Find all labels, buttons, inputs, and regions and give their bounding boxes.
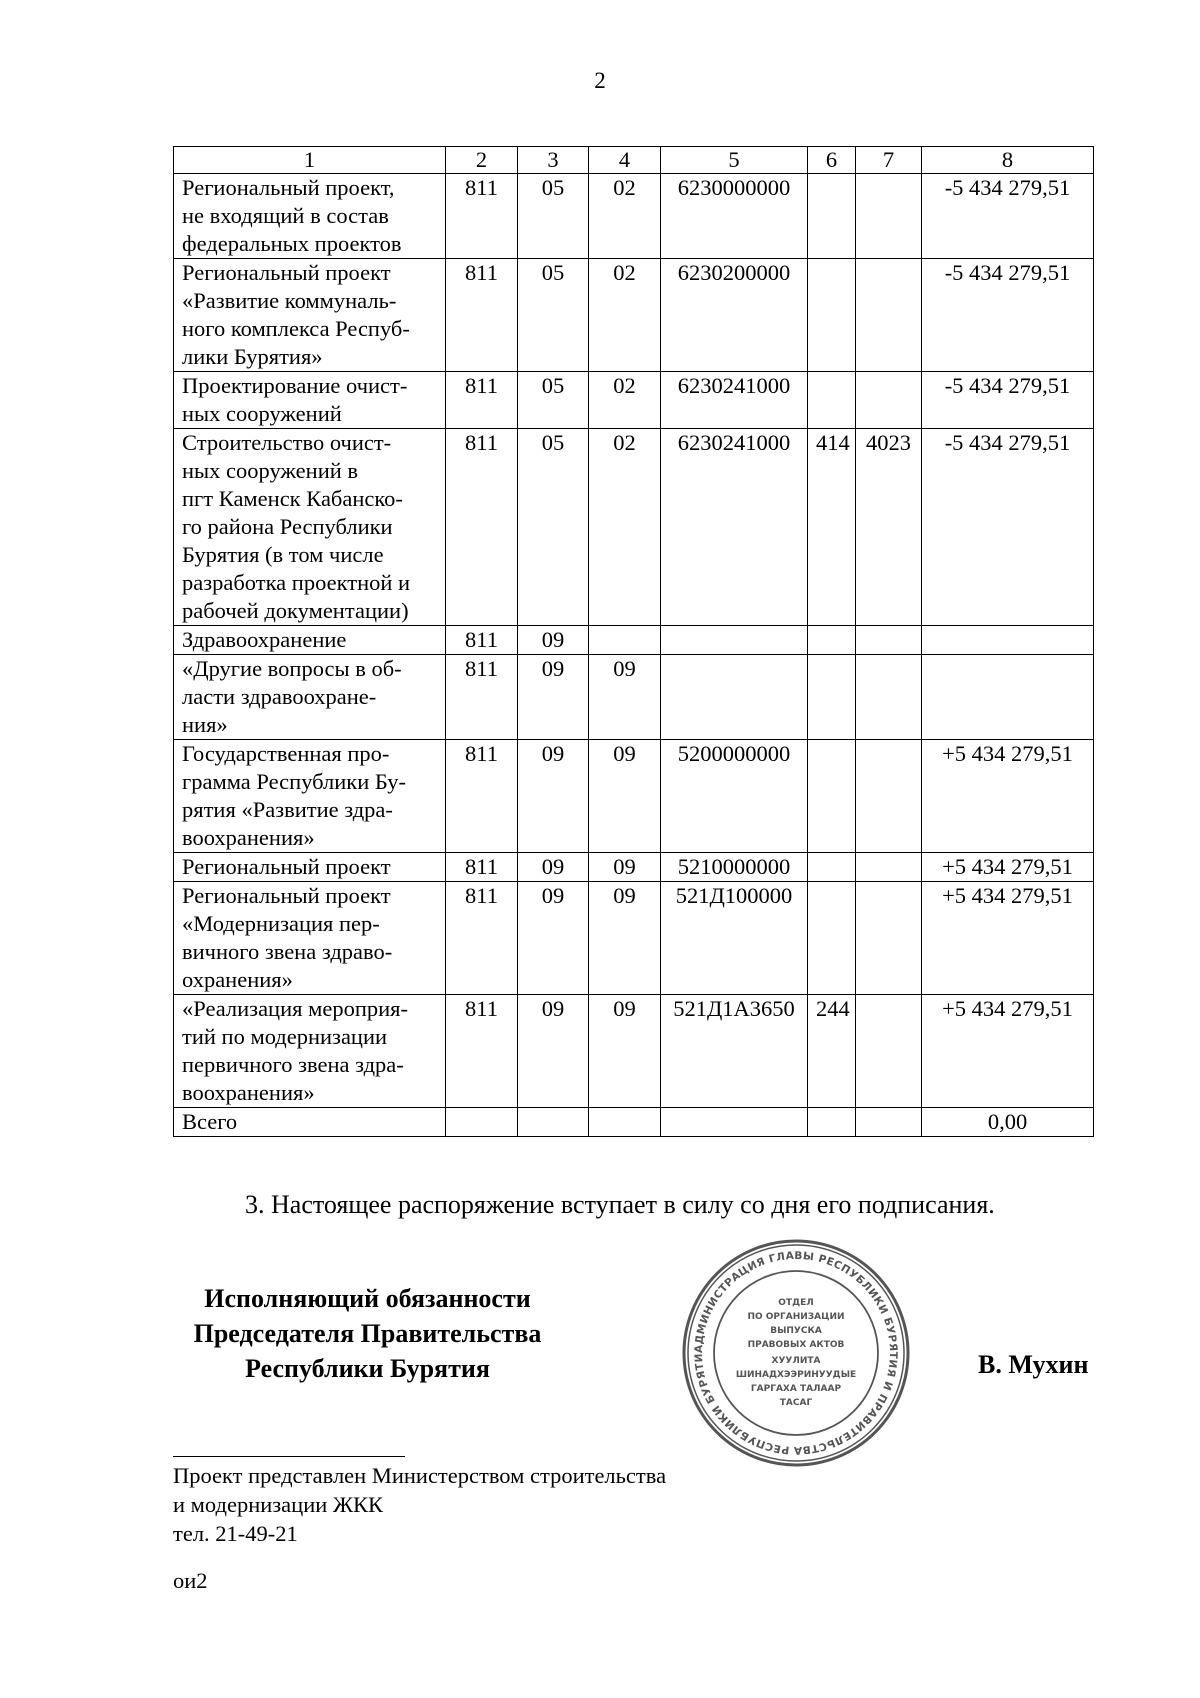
cell-c7 <box>856 882 922 995</box>
row-name-line: Строительство очист- <box>182 430 392 455</box>
column-number: 5 <box>661 147 808 174</box>
footnote <box>173 1461 666 1548</box>
row-name <box>174 174 446 259</box>
row-name-line: воохранения» <box>182 825 315 850</box>
row-name-line: Бурятия (в том числе <box>182 542 384 567</box>
table-header-row <box>174 147 1094 174</box>
seal-line: ХУУЛИТА <box>771 1356 821 1366</box>
cell-c5: 521Д100000 <box>661 882 808 995</box>
row-name-line: вичного звена здраво- <box>182 939 393 964</box>
row-name <box>174 429 446 626</box>
cell-c6 <box>808 655 856 740</box>
cell-c5: 6230000000 <box>661 174 808 259</box>
cell-c3: 09 <box>518 655 589 740</box>
row-name-line: Региональный проект <box>182 260 391 285</box>
column-number: 1 <box>174 147 446 174</box>
row-name-line: не входящий в состав <box>182 203 389 228</box>
signatory-title-line: Республики Бурятия <box>245 1354 490 1383</box>
column-number: 6 <box>808 147 856 174</box>
row-name-line: охранения» <box>182 967 293 992</box>
cell-c2: 811 <box>446 259 518 372</box>
cell-c3: 05 <box>518 174 589 259</box>
footnote-line: и модернизации ЖКК <box>173 1492 384 1517</box>
cell-c5: 5200000000 <box>661 740 808 853</box>
table-row <box>174 655 1094 740</box>
signatory-title <box>175 1281 560 1386</box>
row-name <box>174 740 446 853</box>
clause-text: 3. Настоящее распоряжение вступает в силу со дня его подписания. <box>245 1190 995 1219</box>
cell-c2: 811 <box>446 174 518 259</box>
cell-c3 <box>518 1108 589 1137</box>
cell-c8: +5 434 279,51 <box>922 740 1094 853</box>
cell-c6 <box>808 626 856 655</box>
cell-c4: 02 <box>589 259 661 372</box>
row-name-line: Здравоохранение <box>182 627 347 652</box>
row-name-line: рабочей документации) <box>182 598 409 623</box>
row-name-line: Проектирование очист- <box>182 373 408 398</box>
row-name-line: «Развитие коммуналь- <box>182 288 397 313</box>
table-row <box>174 853 1094 882</box>
row-name <box>174 995 446 1108</box>
cell-c8: -5 434 279,51 <box>922 259 1094 372</box>
row-name-line: Региональный проект <box>182 883 391 908</box>
cell-c5: 521Д1А3650 <box>661 995 808 1108</box>
column-number: 3 <box>518 147 589 174</box>
cell-c3: 05 <box>518 259 589 372</box>
row-name-line: го района Республики <box>182 514 393 539</box>
cell-c3: 09 <box>518 740 589 853</box>
row-name <box>174 655 446 740</box>
signatory-title-line: Председателя Правительства <box>193 1319 542 1348</box>
row-name-line: Государственная про- <box>182 741 390 766</box>
signatory-title-line: Исполняющий обязанности <box>204 1284 531 1313</box>
cell-c2: 811 <box>446 429 518 626</box>
row-name-line: грамма Республики Бу- <box>182 769 407 794</box>
cell-c8: +5 434 279,51 <box>922 882 1094 995</box>
cell-c4: 09 <box>589 853 661 882</box>
seal-line: ПО ОРГАНИЗАЦИИ <box>747 1312 845 1322</box>
cell-c2: 811 <box>446 372 518 429</box>
row-name-line: «Модернизация пер- <box>182 911 380 936</box>
cell-c5: 6230241000 <box>661 372 808 429</box>
footnote-divider <box>173 1456 405 1457</box>
page-number: 2 <box>594 68 606 93</box>
table-row <box>174 882 1094 995</box>
cell-c7 <box>856 626 922 655</box>
row-name-line: федеральных проектов <box>182 231 402 256</box>
cell-c7 <box>856 1108 922 1137</box>
seal-line: ШИНАДХЭЭРИНУУДЫЕ <box>735 1370 857 1380</box>
cell-c7 <box>856 995 922 1108</box>
cell-c4: 02 <box>589 429 661 626</box>
cell-c6 <box>808 259 856 372</box>
row-name <box>174 626 446 655</box>
cell-c8: +5 434 279,51 <box>922 853 1094 882</box>
cell-c4 <box>589 1108 661 1137</box>
cell-c7 <box>856 853 922 882</box>
row-name-line: Региональный проект, <box>182 175 395 200</box>
table-row <box>174 740 1094 853</box>
cell-c6 <box>808 1108 856 1137</box>
cell-c4: 09 <box>589 995 661 1108</box>
row-name-line: лики Бурятия» <box>182 344 323 369</box>
row-name-line: разработка проектной и <box>182 570 411 595</box>
cell-c8: +5 434 279,51 <box>922 995 1094 1108</box>
cell-c2: 811 <box>446 853 518 882</box>
column-number: 7 <box>856 147 922 174</box>
cell-c4: 09 <box>589 882 661 995</box>
cell-c6 <box>808 853 856 882</box>
row-name-line: ного комплекса Респуб- <box>182 316 410 341</box>
row-name <box>174 882 446 995</box>
row-name-line: воохранения» <box>182 1080 315 1105</box>
cell-c5 <box>661 626 808 655</box>
row-name-line: «Реализация мероприя- <box>182 996 409 1021</box>
cell-c5: 6230241000 <box>661 429 808 626</box>
cell-c4: 09 <box>589 740 661 853</box>
cell-c2 <box>446 1108 518 1137</box>
row-name-line: «Другие вопросы в об- <box>182 656 402 681</box>
seal-line: ВЫПУСКА <box>770 1326 822 1336</box>
footnote-line: тел. 21-49-21 <box>173 1521 298 1546</box>
row-name-line: Всего <box>182 1109 238 1134</box>
row-name-line: пгт Каменск Кабанско- <box>182 486 403 511</box>
cell-c4: 02 <box>589 372 661 429</box>
cell-c8: -5 434 279,51 <box>922 372 1094 429</box>
cell-c5 <box>661 1108 808 1137</box>
cell-c2: 811 <box>446 626 518 655</box>
cell-c2: 811 <box>446 882 518 995</box>
cell-c7 <box>856 259 922 372</box>
cell-c3: 09 <box>518 882 589 995</box>
row-name-line: рятия «Развитие здра- <box>182 797 393 822</box>
row-name-line: первичного звена здра- <box>182 1052 404 1077</box>
budget-table <box>173 146 1094 1137</box>
cell-c5 <box>661 655 808 740</box>
cell-c6 <box>808 740 856 853</box>
row-name <box>174 1108 446 1137</box>
row-name-line: тий по модернизации <box>182 1024 388 1049</box>
cell-c8 <box>922 655 1094 740</box>
cell-c2: 811 <box>446 740 518 853</box>
cell-c3: 05 <box>518 429 589 626</box>
table-row <box>174 372 1094 429</box>
seal-line: ТАСАГ <box>779 1398 813 1408</box>
cell-c7 <box>856 740 922 853</box>
cell-c6: 414 <box>808 429 856 626</box>
row-name <box>174 372 446 429</box>
row-name-line: ных сооружений в <box>182 458 359 483</box>
cell-c5: 6230200000 <box>661 259 808 372</box>
table-row <box>174 995 1094 1108</box>
official-seal-icon <box>680 1237 912 1469</box>
cell-c4 <box>589 626 661 655</box>
cell-c6 <box>808 372 856 429</box>
row-name-line: ласти здравоохране- <box>182 684 377 709</box>
table-row <box>174 174 1094 259</box>
seal-line: ПРАВОВЫХ АКТОВ <box>747 1340 845 1350</box>
cell-c8 <box>922 626 1094 655</box>
cell-c8: -5 434 279,51 <box>922 174 1094 259</box>
seal-line: ОТДЕЛ <box>778 1298 814 1308</box>
cell-c4: 02 <box>589 174 661 259</box>
table-row <box>174 1108 1094 1137</box>
row-name-line: Региональный проект <box>182 854 391 879</box>
row-name-line: ных сооружений <box>182 401 342 426</box>
cell-c7 <box>856 174 922 259</box>
footnote-line: Проект представлен Министерством строительства <box>173 1463 667 1488</box>
table-row <box>174 429 1094 626</box>
cell-c8: -5 434 279,51 <box>922 429 1094 626</box>
row-name <box>174 853 446 882</box>
signer-name: В. Мухин <box>978 1350 1089 1379</box>
document-code: ои2 <box>173 1568 208 1593</box>
cell-c7: 4023 <box>856 429 922 626</box>
table-row <box>174 626 1094 655</box>
row-name <box>174 259 446 372</box>
column-number: 4 <box>589 147 661 174</box>
table-row <box>174 259 1094 372</box>
cell-c3: 09 <box>518 995 589 1108</box>
cell-c3: 09 <box>518 626 589 655</box>
cell-c8: 0,00 <box>922 1108 1094 1137</box>
seal-outer-text: АДМИНИСТРАЦИЯ ГЛАВЫ РЕСПУБЛИКИ БУРЯТИЯ И ПРАВИТЕЛЬСТВА РЕСПУБЛИКИ БУРЯТИ <box>692 1249 900 1457</box>
column-number: 2 <box>446 147 518 174</box>
cell-c6: 244 <box>808 995 856 1108</box>
cell-c7 <box>856 372 922 429</box>
cell-c5: 5210000000 <box>661 853 808 882</box>
cell-c3: 09 <box>518 853 589 882</box>
cell-c4: 09 <box>589 655 661 740</box>
cell-c7 <box>856 655 922 740</box>
seal-line: ГАРГАХА ТАЛААР <box>750 1384 842 1394</box>
cell-c2: 811 <box>446 995 518 1108</box>
cell-c3: 05 <box>518 372 589 429</box>
cell-c2: 811 <box>446 655 518 740</box>
cell-c6 <box>808 174 856 259</box>
column-number: 8 <box>922 147 1094 174</box>
cell-c6 <box>808 882 856 995</box>
row-name-line: ния» <box>182 712 228 737</box>
